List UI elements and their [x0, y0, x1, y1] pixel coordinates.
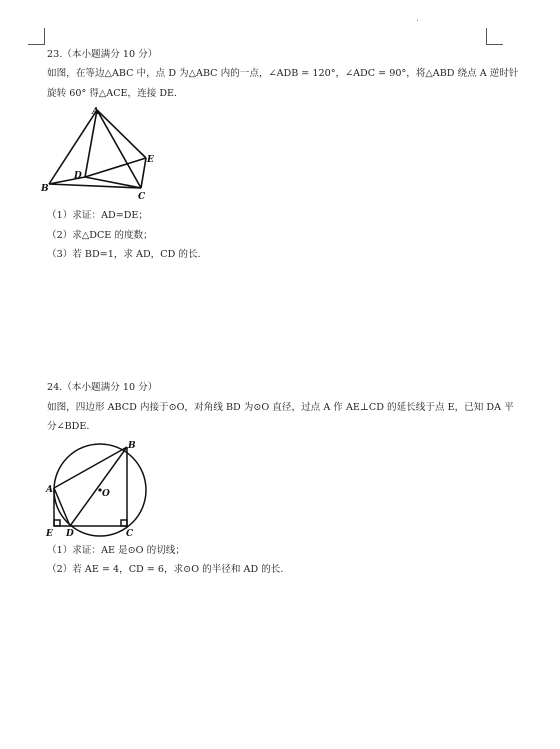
- q24-label-a: A: [46, 485, 53, 495]
- q24-part2: （2）若 AE = 4，CD = 6，求⊙O 的半径和 AD 的长.: [47, 564, 284, 575]
- q24-figure: [42, 438, 156, 540]
- q23-label-a: A: [92, 107, 99, 117]
- q24-label-o: O: [102, 489, 110, 499]
- q24-label-e: E: [46, 529, 53, 539]
- q24-header: 24.（本小题满分 10 分）: [47, 382, 158, 393]
- q23-label-d: D: [74, 171, 82, 181]
- q24-stem-line1: 如图，四边形 ABCD 内接于⊙O，对角线 BD 为⊙O 直径，过点 A 作 AE⊥CD 的延长线于点 E，已知 DA 平: [47, 402, 514, 413]
- q24-label-c: C: [126, 529, 134, 539]
- crop-mark-top-left: [28, 28, 45, 45]
- q24-stem-line2: 分∠BDE.: [47, 421, 90, 432]
- q23-label-e: E: [147, 155, 154, 165]
- q23-label-b: B: [41, 184, 49, 194]
- q24-part1: （1）求证：AE 是⊙O 的切线；: [47, 545, 185, 556]
- q23-figure-lines: [49, 110, 146, 188]
- q23-stem-line2: 旋转 60° 得△ACE，连接 DE.: [47, 88, 178, 99]
- crop-mark-top-right: [486, 28, 503, 45]
- q23-stem-line1: 如图，在等边△ABC 中，点 D 为△ABC 内的一点，∠ADB = 120°，∠ADC = 90°，将△ABD 绕点 A 逆时针: [47, 68, 519, 79]
- q24-label-d: D: [66, 529, 74, 539]
- q23-part1: （1）求证：AD=DE；: [47, 210, 149, 221]
- q23-part3: （3）若 BD=1，求 AD，CD 的长.: [47, 249, 201, 260]
- scan-dot: [417, 20, 418, 21]
- q23-label-c: C: [138, 192, 146, 202]
- q24-label-b: B: [128, 441, 136, 451]
- q23-part2: （2）求△DCE 的度数；: [47, 230, 153, 241]
- q23-header: 23.（本小题满分 10 分）: [47, 49, 158, 60]
- q23-figure: [40, 104, 160, 202]
